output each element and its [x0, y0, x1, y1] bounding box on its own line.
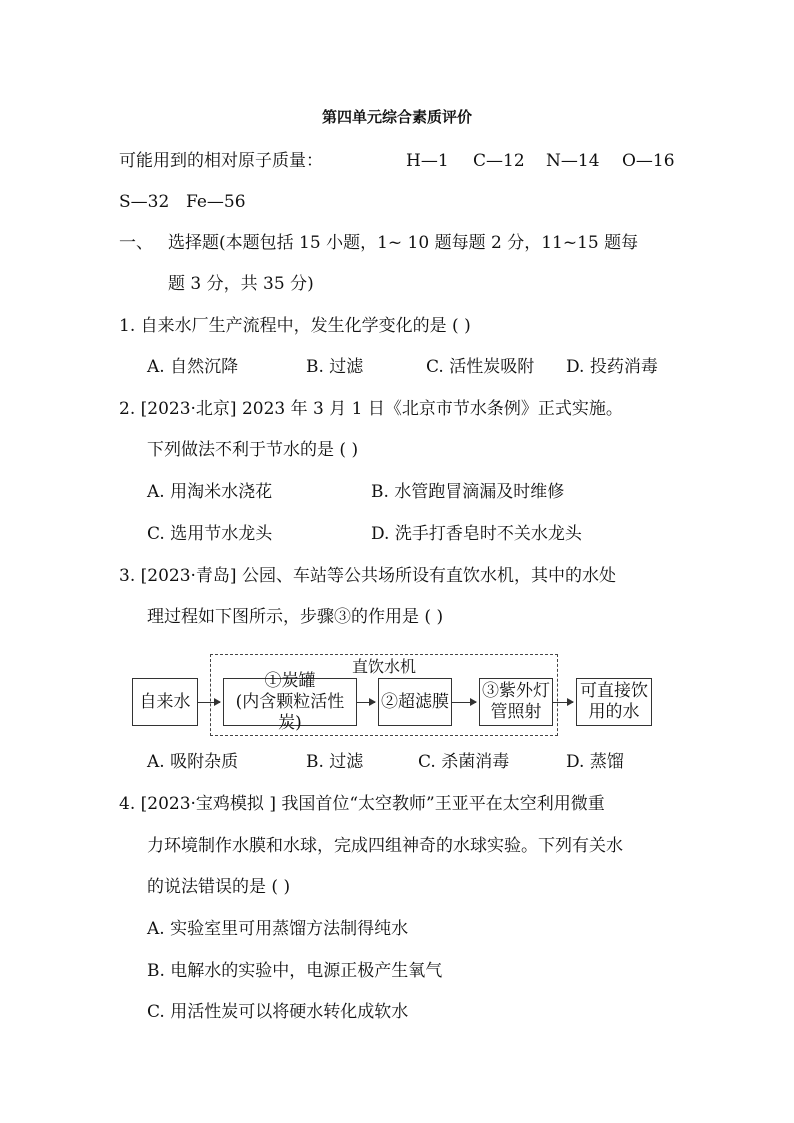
carbon-tank-box [223, 670, 357, 733]
q1-option-d: D. 投药消毒 [566, 357, 658, 377]
q2-option-d: D. 洗手打香皂时不关水龙头 [371, 524, 582, 544]
q3-option-d: D. 蒸馏 [566, 752, 624, 772]
carbon-tank-note: (内含颗粒活性炭) [235, 691, 345, 733]
uv-lamp-label-cont: 管照射 [490, 702, 542, 722]
q3-option-a: A. 吸附杂质 [147, 752, 239, 772]
arrow-4 [553, 702, 573, 703]
q4-option-a: A. 实验室里可用蒸馏方法制得纯水 [147, 919, 409, 939]
question-4-stem: 4. [2023·宝鸡模拟 ] 我国首位“太空教师”王亚平在太空利用微重 [119, 794, 605, 814]
ultrafiltration-label: ②超滤膜 [381, 691, 449, 712]
atomic-mass-label: 可能用到的相对原子质量： [119, 151, 323, 171]
q2-option-a: A. 用淘米水浇花 [147, 482, 273, 502]
mass-s: S—32 [119, 192, 170, 212]
q1-option-c: C. 活性炭吸附 [426, 357, 535, 377]
water-treatment-diagram [130, 650, 660, 740]
question-4-stem-cont2: 的说法错误的是 ( ) [147, 877, 291, 897]
mass-h: H—1 [406, 151, 449, 171]
mass-c: C—12 [473, 151, 525, 171]
question-2-stem-cont: 下列做法不利于节水的是 ( ) [147, 440, 359, 460]
tap-water-box [132, 678, 198, 726]
q4-option-c: C. 用活性炭可以将硬水转化成软水 [147, 1002, 409, 1022]
q2-option-b: B. 水管跑冒滴漏及时维修 [371, 482, 565, 502]
drinkable-water-box [576, 678, 652, 726]
question-4-stem-cont: 力环境制作水膜和水球，完成四组神奇的水球实验。下列有关水 [147, 836, 623, 856]
q1-option-a: A. 自然沉降 [147, 357, 239, 377]
machine-label: 直饮水机 [352, 657, 417, 676]
mass-fe: Fe—56 [186, 192, 246, 212]
q3-option-c: C. 杀菌消毒 [418, 752, 510, 772]
question-3-stem: 3. [2023·青岛] 公园、车站等公共场所设有直饮水机，其中的水处 [119, 566, 616, 586]
uv-lamp-box [479, 678, 553, 726]
q1-option-b: B. 过滤 [306, 357, 364, 377]
question-3-stem-cont: 理过程如下图所示，步骤③的作用是 ( ) [147, 607, 444, 627]
question-1-stem: 1. 自来水厂生产流程中，发生化学变化的是 ( ) [119, 316, 471, 336]
question-2-stem: 2. [2023·北京] 2023 年 3 月 1 日《北京市节水条例》正式实施。 [119, 399, 623, 419]
section-heading-cont: 题 3 分，共 35 分) [168, 274, 314, 294]
uv-lamp-label: ③紫外灯 [482, 681, 550, 701]
q4-option-b: B. 电解水的实验中，电源正极产生氧气 [147, 961, 443, 981]
arrow-2 [357, 702, 375, 703]
arrow-3 [452, 702, 476, 703]
ultrafiltration-box [378, 678, 452, 726]
section-heading: 选择题(本题包括 15 小题，1~ 10 题每题 2 分，11~15 题每 [168, 233, 639, 253]
mass-o: O—16 [622, 151, 675, 171]
q2-option-c: C. 选用节水龙头 [147, 524, 273, 544]
page-title: 第四单元综合素质评价 [321, 108, 472, 126]
q3-option-b: B. 过滤 [306, 752, 364, 772]
section-number: 一、 [119, 233, 153, 253]
drinkable-water-label-cont: 用的水 [588, 702, 640, 722]
carbon-tank-label: ①炭罐 [264, 670, 316, 691]
mass-n: N—14 [546, 151, 600, 171]
tap-water-label: 自来水 [139, 691, 191, 712]
arrow-1 [198, 702, 220, 703]
drinkable-water-label: 可直接饮 [580, 681, 648, 701]
